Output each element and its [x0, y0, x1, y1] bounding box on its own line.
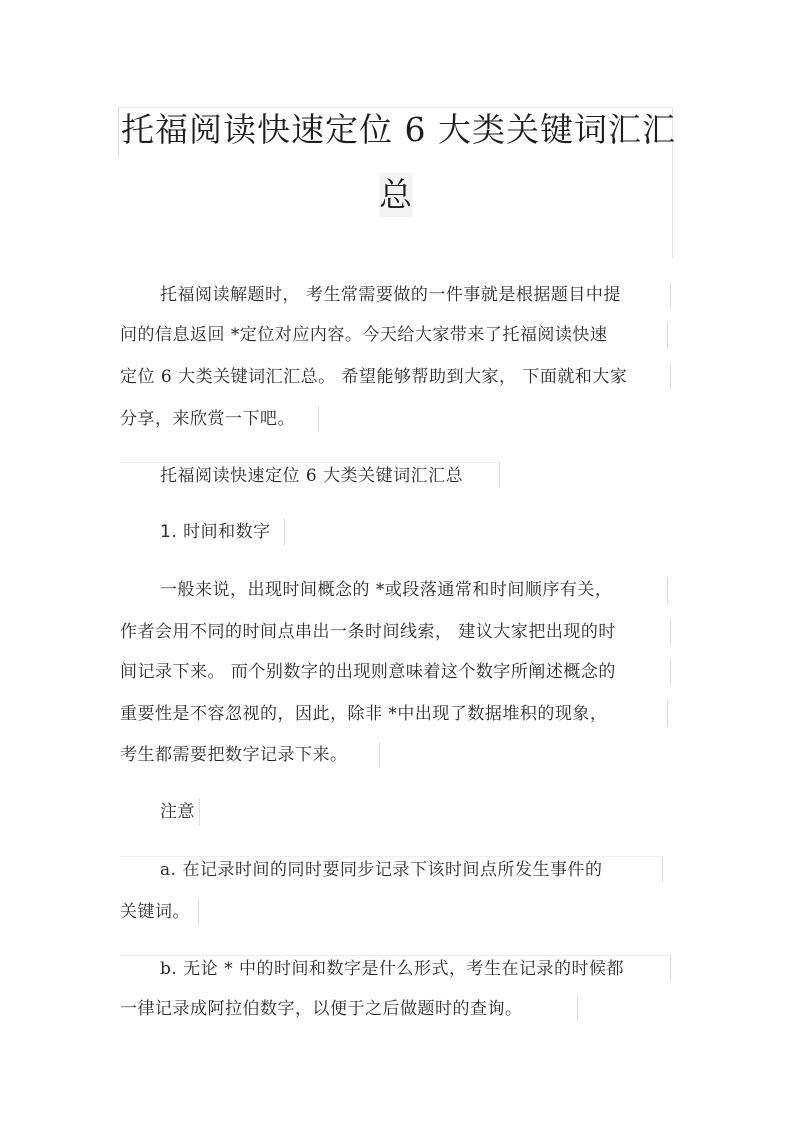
intro-line-1: 托福阅读解题时， 考生常需要做的一件事就是根据题目中提 — [160, 285, 621, 305]
note-b-top-rule — [120, 955, 670, 956]
note-b-line-2: 一律记录成阿拉伯数字，以便于之后做题时的查询。 — [120, 999, 523, 1019]
section-1-line-5: 考生都需要把数字记录下来。 — [120, 745, 348, 765]
note-a-rule-2 — [198, 899, 199, 925]
section-1-rule-4 — [667, 701, 668, 727]
note-label-rule — [199, 799, 200, 825]
section-1-rule-3 — [670, 659, 671, 685]
intro-rule-2 — [667, 322, 668, 348]
section-1-rule-5 — [379, 742, 380, 768]
note-b-rule-1 — [670, 955, 671, 981]
page-title-line-2: 总 — [379, 173, 413, 217]
intro-rule-1 — [670, 282, 671, 308]
note-a-line-1: a. 在记录时间的同时要同步记录下该时间点所发生事件的 — [160, 860, 603, 880]
section-1-line-1: 一般来说，出现时间概念的 *或段落通常和时间顺序有关， — [160, 580, 613, 600]
intro-line-3: 定位 6 大类关键词汇汇总。 希望能够帮助到大家， 下面就和大家 — [120, 367, 628, 387]
note-b-line-1: b. 无论 * 中的时间和数字是什么形式，考生在记录的时候都 — [160, 959, 624, 979]
section-1-rule-2 — [670, 619, 671, 645]
intro-rule-4 — [318, 406, 319, 432]
section-1-line-2: 作者会用不同的时间点串出一条时间线索， 建议大家把出现的时 — [120, 622, 616, 642]
note-b-rule-2 — [577, 996, 578, 1022]
section-1-heading-rule — [284, 519, 285, 545]
subtitle-top-rule — [120, 462, 500, 463]
note-label: 注意 — [160, 802, 195, 822]
section-1-line-3: 间记录下来。 而个别数字的出现则意味着这个数字所阐述概念的 — [120, 662, 616, 682]
intro-rule-3 — [670, 364, 671, 390]
subtitle: 托福阅读快速定位 6 大类关键词汇汇总 — [160, 466, 464, 486]
intro-line-4: 分享，来欣赏一下吧。 — [120, 409, 295, 429]
section-1-line-4: 重要性是不容忽视的，因此，除非 *中出现了数据堆积的现象， — [120, 704, 608, 724]
subtitle-rule — [499, 462, 500, 488]
title-rule-left — [118, 107, 119, 157]
section-1-rule-1 — [667, 577, 668, 603]
note-a-rule-1 — [662, 856, 663, 882]
section-1-heading: 1. 时间和数字 — [160, 522, 271, 542]
intro-line-2: 问的信息返回 *定位对应内容。今天给大家带来了托福阅读快速 — [120, 325, 608, 345]
note-a-top-rule — [120, 856, 662, 857]
page-title-line-1: 托福阅读快速定位 6 大类关键词汇汇 — [121, 110, 676, 149]
note-a-line-2: 关键词。 — [120, 902, 190, 922]
